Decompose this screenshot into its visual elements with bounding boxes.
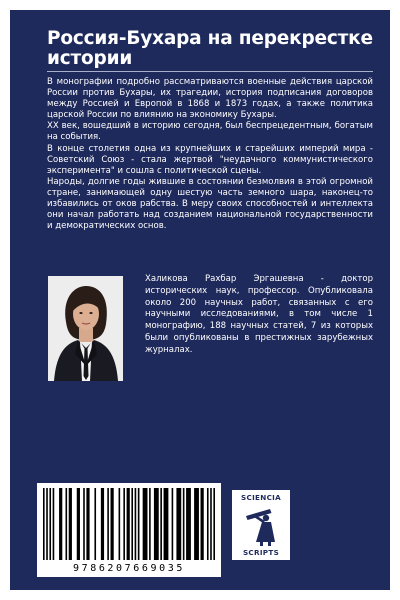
description-paragraph: В монографии подробно рассматриваются военные действия царской России против Бухары, их трагедии, история подписания договоров между Россией и Европой в 1868 и 1873 годах, а также политика царской России по влиянию на экономику Бухары. (47, 77, 373, 121)
publisher-logo (232, 490, 290, 560)
barcode-icon (43, 488, 215, 560)
author-portrait-icon (48, 276, 123, 381)
scholar-with-telescope-icon (240, 504, 282, 546)
author-bio: Халикова Рахбар Эргашевна - доктор исторических наук, профессор. Опубликовала около 200 научных работ, связанных с его научными исследованиями, в том числе 1 монографию, 188 научных статей, 7 из которых были опубликованы в престижных зарубежных журналах. (145, 274, 373, 355)
description-paragraph: Народы, долгие годы жившие в состоянии безмолвия в этой огромной стране, занимающей одну шестую часть земного шара, наконец-то избавились от оков рабства. В меру своих способностей и интеллекта они начал работать над созданием национальной государственности и демократических основ. (47, 176, 373, 232)
book-title: Россия-Бухара на перекрестке истории (47, 28, 373, 69)
title-divider (47, 71, 373, 72)
isbn-number: 9786207669035 (72, 563, 186, 574)
description-paragraph: В конце столетия одна из крупнейших и старейших империй мира - Советский Союз - стала жертвой "неудачного коммунистического эксперимента" и сошла с политической сцены. (47, 143, 373, 176)
description-paragraph: XX век, вошедший в историю сегодня, был беспрецедентным, богатым на события. (47, 121, 373, 143)
isbn-barcode (37, 483, 221, 577)
book-back-cover (10, 10, 390, 590)
publisher-name-top: SCIENCIA (241, 493, 281, 502)
publisher-name-bottom: SCRIPTS (242, 548, 280, 557)
author-photo (48, 276, 123, 381)
book-description (47, 77, 373, 232)
